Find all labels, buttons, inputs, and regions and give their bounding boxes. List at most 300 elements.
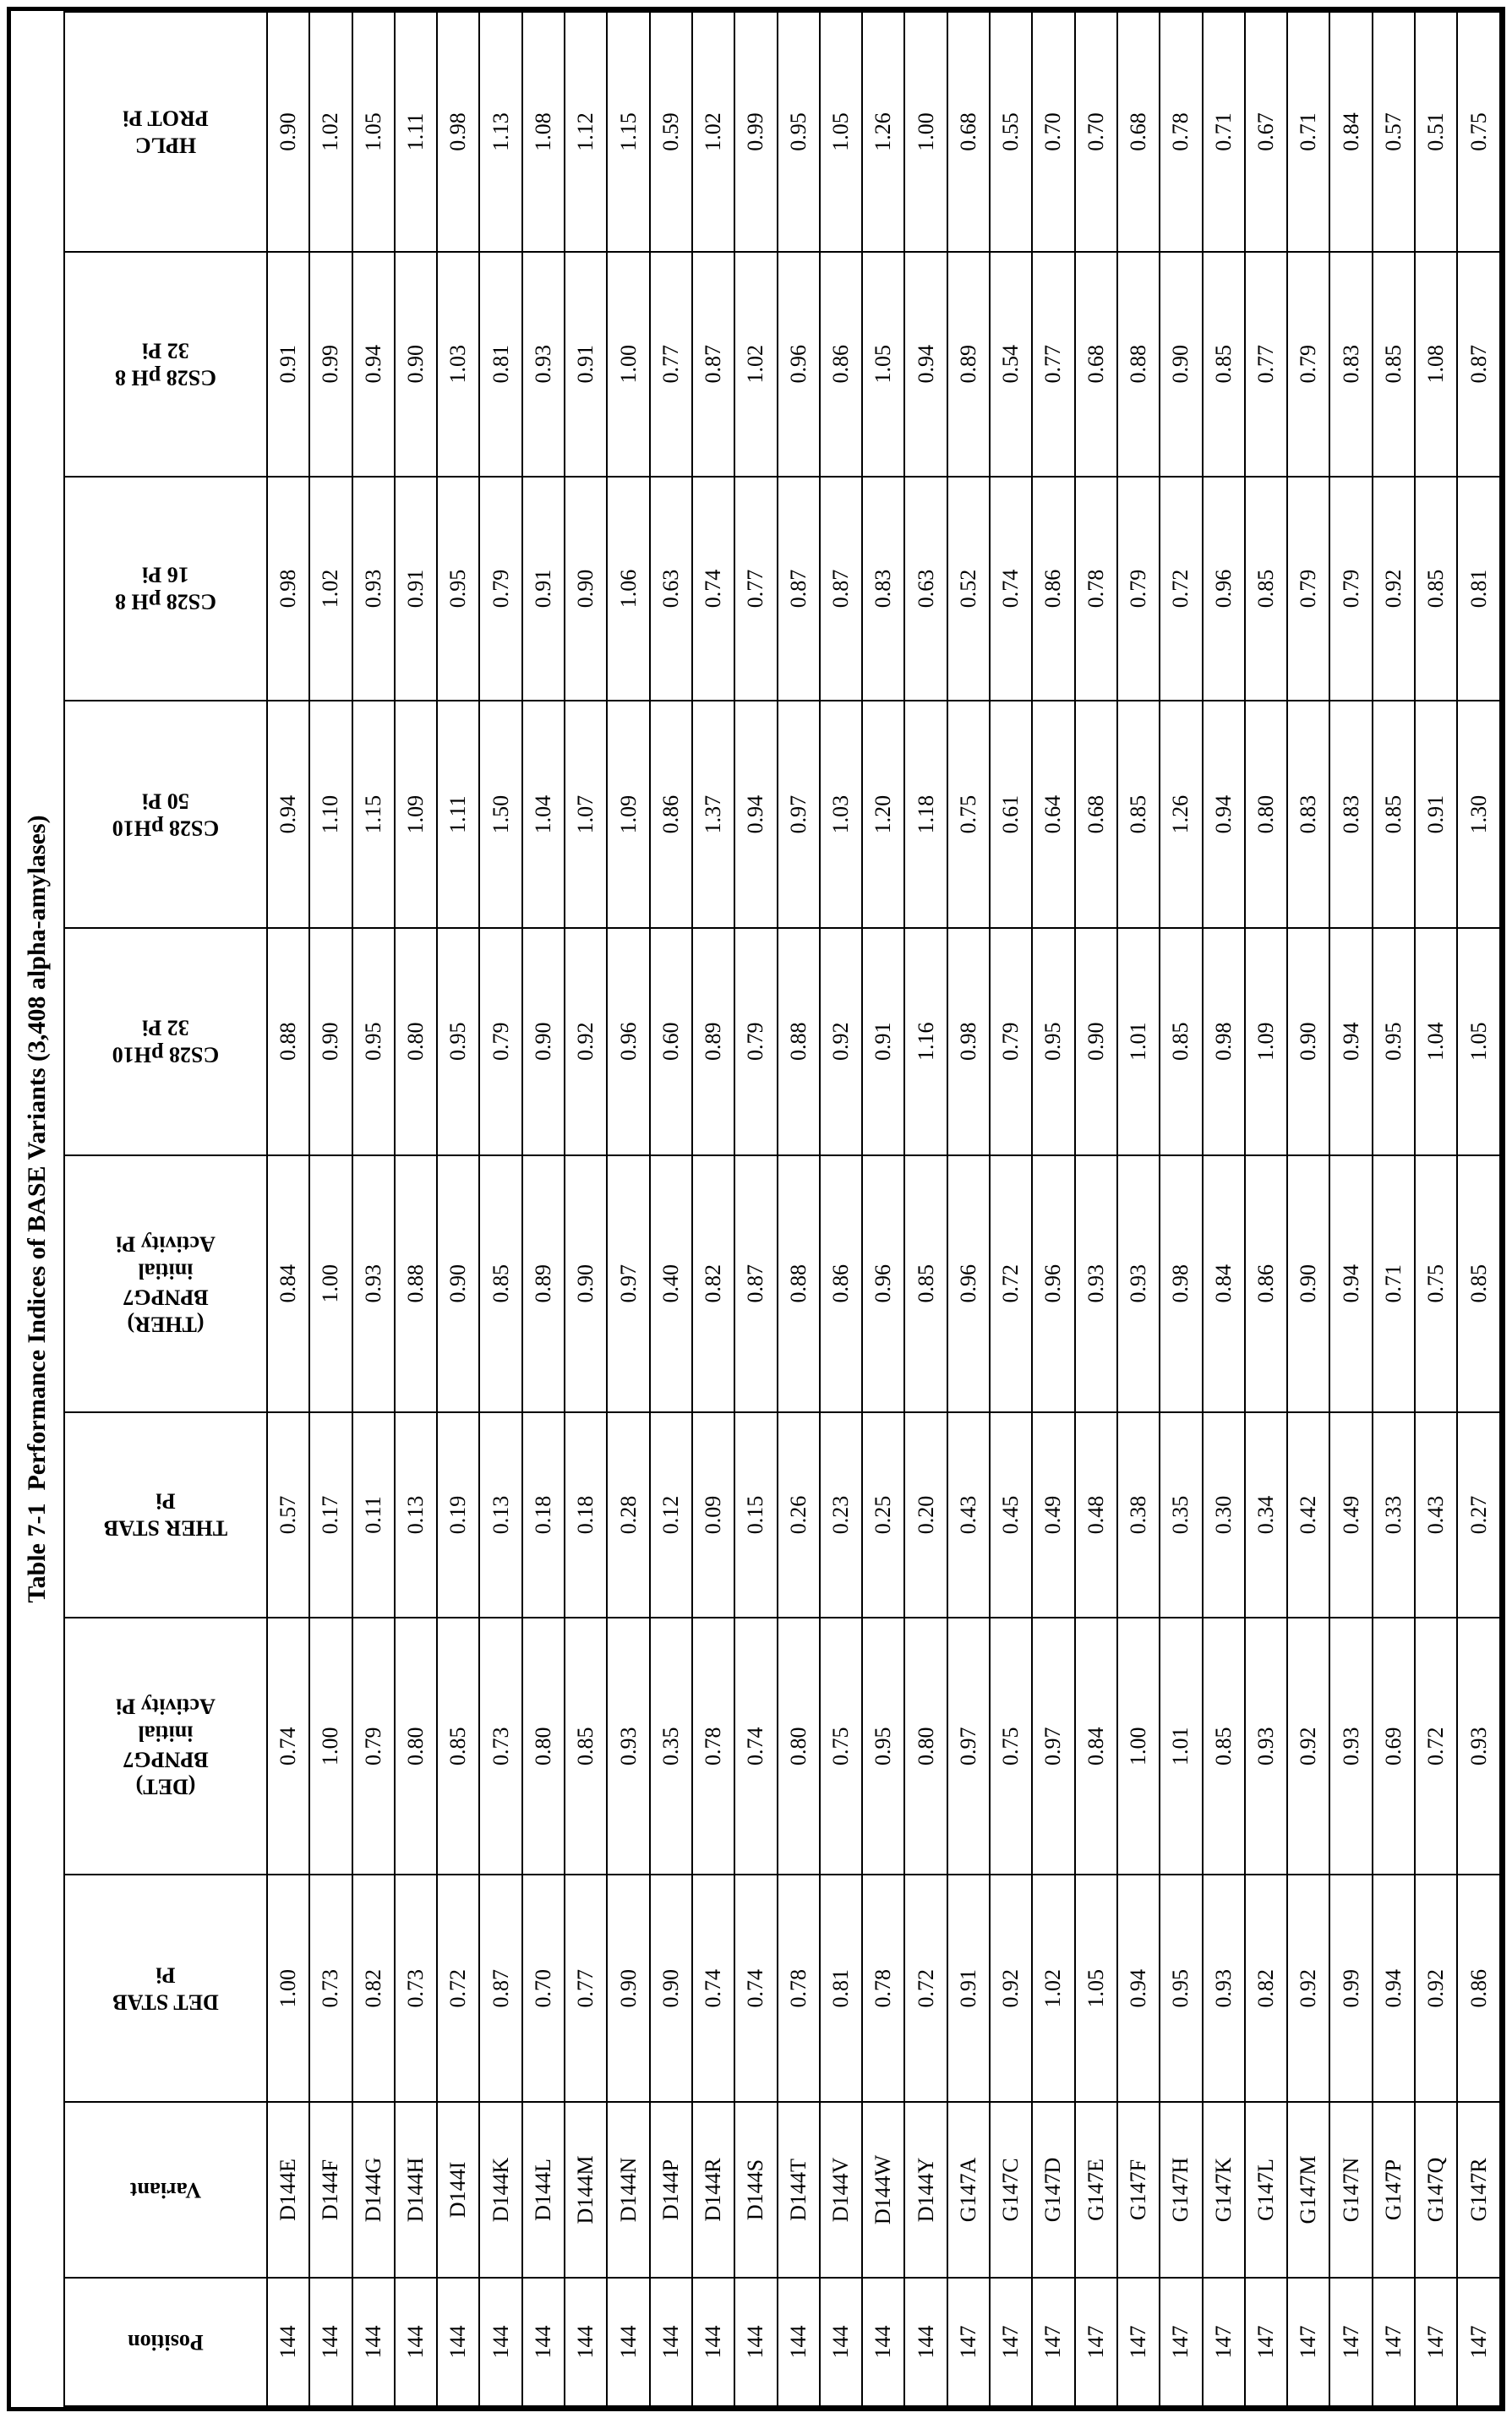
cell-hplc-prot-pi: 1.00	[904, 12, 947, 252]
cell-cs28-ph10-50-pi: 1.50	[479, 701, 521, 928]
column-header-cs28-ph10-32-pi	[64, 928, 267, 1155]
cell-det-bpnpg7-initial-activity-pi: 0.74	[267, 1618, 309, 1875]
cell-cs28-ph8-16-pi: 0.83	[862, 477, 904, 701]
cell-ther-stab-pi: 0.34	[1245, 1412, 1287, 1618]
cell-cs28-ph10-32-pi: 0.95	[1373, 928, 1415, 1155]
cell-ther-bpnpg7-initial-activity-pi: 0.90	[565, 1155, 607, 1412]
cell-cs28-ph10-32-pi: 0.98	[1203, 928, 1245, 1155]
table-frame	[7, 7, 1505, 2411]
cell-cs28-ph10-50-pi: 1.03	[820, 701, 862, 928]
cell-cs28-ph10-32-pi: 0.90	[309, 928, 352, 1155]
cell-ther-stab-pi: 0.25	[862, 1412, 904, 1618]
cell-cs28-ph10-32-pi: 0.89	[692, 928, 734, 1155]
cell-ther-stab-pi: 0.18	[565, 1412, 607, 1618]
header-line: initial	[138, 1258, 194, 1283]
table-row	[862, 12, 904, 2406]
table-row	[309, 12, 352, 2406]
cell-cs28-ph8-32-pi: 0.83	[1329, 252, 1372, 477]
cell-cs28-ph10-50-pi: 0.83	[1287, 701, 1329, 928]
cell-ther-bpnpg7-initial-activity-pi: 0.96	[947, 1155, 990, 1412]
column-header-label	[112, 1015, 219, 1068]
cell-det-stab-pi: 0.99	[1329, 1875, 1372, 2102]
cell-det-bpnpg7-initial-activity-pi: 0.92	[1287, 1618, 1329, 1875]
cell-cs28-ph8-16-pi: 0.93	[352, 477, 395, 701]
header-line: Activity Pi	[116, 1694, 216, 1719]
header-line: (THER)	[127, 1312, 205, 1337]
cell-variant: D144S	[734, 2102, 777, 2278]
cell-cs28-ph10-32-pi: 0.80	[395, 928, 437, 1155]
header-row	[64, 12, 267, 2406]
cell-ther-bpnpg7-initial-activity-pi: 0.93	[1075, 1155, 1117, 1412]
cell-position: 144	[862, 2278, 904, 2406]
cell-position: 147	[1160, 2278, 1202, 2406]
cell-cs28-ph10-32-pi: 0.60	[650, 928, 692, 1155]
cell-ther-bpnpg7-initial-activity-pi: 0.85	[1457, 1155, 1500, 1412]
cell-hplc-prot-pi: 0.90	[267, 12, 309, 252]
cell-cs28-ph10-32-pi: 0.79	[734, 928, 777, 1155]
cell-cs28-ph8-16-pi: 0.87	[820, 477, 862, 701]
cell-det-bpnpg7-initial-activity-pi: 1.00	[309, 1618, 352, 1875]
cell-cs28-ph10-32-pi: 0.88	[267, 928, 309, 1155]
cell-ther-stab-pi: 0.17	[309, 1412, 352, 1618]
cell-det-stab-pi: 0.90	[650, 1875, 692, 2102]
cell-det-bpnpg7-initial-activity-pi: 0.93	[1457, 1618, 1500, 1875]
cell-det-bpnpg7-initial-activity-pi: 0.80	[522, 1618, 565, 1875]
table-row	[1457, 12, 1500, 2406]
cell-ther-bpnpg7-initial-activity-pi: 0.98	[1160, 1155, 1202, 1412]
cell-ther-stab-pi: 0.23	[820, 1412, 862, 1618]
cell-position: 144	[820, 2278, 862, 2406]
column-header-cs28-ph8-32-pi	[64, 252, 267, 477]
cell-ther-stab-pi: 0.33	[1373, 1412, 1415, 1618]
cell-cs28-ph10-32-pi: 1.04	[1415, 928, 1457, 1155]
cell-variant: D144F	[309, 2102, 352, 2278]
cell-cs28-ph8-16-pi: 0.85	[1415, 477, 1457, 701]
cell-det-bpnpg7-initial-activity-pi: 0.35	[650, 1618, 692, 1875]
column-header-label	[123, 105, 208, 158]
cell-ther-bpnpg7-initial-activity-pi: 0.86	[1245, 1155, 1287, 1412]
column-header-label	[130, 2176, 201, 2203]
cell-variant: G147A	[947, 2102, 990, 2278]
cell-position: 147	[1203, 2278, 1245, 2406]
cell-det-bpnpg7-initial-activity-pi: 0.69	[1373, 1618, 1415, 1875]
cell-cs28-ph8-32-pi: 0.93	[522, 252, 565, 477]
cell-position: 144	[352, 2278, 395, 2406]
cell-variant: D144M	[565, 2102, 607, 2278]
header-line: 32 Pi	[142, 338, 189, 363]
header-line: PROT Pi	[123, 106, 209, 131]
cell-det-stab-pi: 0.78	[862, 1875, 904, 2102]
cell-cs28-ph8-32-pi: 1.02	[734, 252, 777, 477]
cell-det-stab-pi: 0.95	[1160, 1875, 1202, 2102]
cell-hplc-prot-pi: 1.02	[309, 12, 352, 252]
header-line: Pi	[156, 1962, 176, 1988]
cell-variant: G147R	[1457, 2102, 1500, 2278]
cell-det-stab-pi: 0.74	[692, 1875, 734, 2102]
column-header-label	[115, 562, 216, 615]
cell-variant: D144E	[267, 2102, 309, 2278]
cell-cs28-ph10-50-pi: 0.85	[1117, 701, 1160, 928]
cell-variant: G147C	[990, 2102, 1032, 2278]
cell-cs28-ph10-50-pi: 0.97	[778, 701, 820, 928]
table-body	[267, 12, 1500, 2406]
header-line: HPLC	[134, 133, 197, 158]
cell-cs28-ph8-32-pi: 1.08	[1415, 252, 1457, 477]
cell-det-stab-pi: 0.87	[479, 1875, 521, 2102]
cell-variant: D144N	[607, 2102, 649, 2278]
cell-cs28-ph8-16-pi: 1.06	[607, 477, 649, 701]
header-line: Pi	[156, 1489, 176, 1515]
cell-ther-bpnpg7-initial-activity-pi: 0.93	[352, 1155, 395, 1412]
cell-position: 147	[990, 2278, 1032, 2406]
cell-det-bpnpg7-initial-activity-pi: 1.01	[1160, 1618, 1202, 1875]
cell-ther-bpnpg7-initial-activity-pi: 0.82	[692, 1155, 734, 1412]
cell-cs28-ph8-32-pi: 0.77	[650, 252, 692, 477]
cell-det-stab-pi: 0.74	[734, 1875, 777, 2102]
cell-ther-bpnpg7-initial-activity-pi: 0.90	[437, 1155, 479, 1412]
cell-det-stab-pi: 0.92	[1287, 1875, 1329, 2102]
cell-cs28-ph10-32-pi: 0.98	[947, 928, 990, 1155]
header-line: 32 Pi	[142, 1016, 189, 1041]
cell-cs28-ph10-50-pi: 1.18	[904, 701, 947, 928]
cell-position: 147	[947, 2278, 990, 2406]
cell-det-stab-pi: 0.73	[309, 1875, 352, 2102]
cell-variant: D144I	[437, 2102, 479, 2278]
header-line: Variant	[129, 2177, 202, 2202]
cell-hplc-prot-pi: 1.13	[479, 12, 521, 252]
header-line: DET STAB	[112, 1990, 219, 2015]
cell-det-stab-pi: 1.05	[1075, 1875, 1117, 2102]
cell-ther-bpnpg7-initial-activity-pi: 0.97	[607, 1155, 649, 1412]
table-row	[479, 12, 521, 2406]
cell-cs28-ph8-16-pi: 0.91	[522, 477, 565, 701]
cell-cs28-ph8-32-pi: 0.86	[820, 252, 862, 477]
header-line: Activity Pi	[116, 1231, 216, 1257]
cell-hplc-prot-pi: 0.68	[1117, 12, 1160, 252]
cell-cs28-ph8-32-pi: 0.68	[1075, 252, 1117, 477]
cell-det-stab-pi: 0.72	[437, 1875, 479, 2102]
header-line: (DET)	[135, 1774, 196, 1799]
cell-position: 147	[1245, 2278, 1287, 2406]
table-row	[607, 12, 649, 2406]
cell-cs28-ph10-32-pi: 0.92	[820, 928, 862, 1155]
cell-det-stab-pi: 0.77	[565, 1875, 607, 2102]
cell-det-stab-pi: 0.91	[947, 1875, 990, 2102]
cell-cs28-ph8-32-pi: 0.77	[1032, 252, 1074, 477]
cell-ther-stab-pi: 0.28	[607, 1412, 649, 1618]
cell-cs28-ph8-16-pi: 0.79	[1329, 477, 1372, 701]
cell-det-stab-pi: 0.92	[990, 1875, 1032, 2102]
cell-cs28-ph8-16-pi: 0.81	[1457, 477, 1500, 701]
column-header-label	[116, 1230, 216, 1337]
column-header-cs28-ph8-16-pi	[64, 477, 267, 701]
column-header-hplc-prot-pi	[64, 12, 267, 252]
column-header-ther-bpnpg7-initial-activity-pi	[64, 1155, 267, 1412]
cell-ther-bpnpg7-initial-activity-pi: 0.86	[820, 1155, 862, 1412]
cell-cs28-ph10-32-pi: 0.96	[607, 928, 649, 1155]
cell-det-stab-pi: 0.72	[904, 1875, 947, 2102]
cell-position: 144	[522, 2278, 565, 2406]
cell-cs28-ph10-50-pi: 1.20	[862, 701, 904, 928]
cell-det-bpnpg7-initial-activity-pi: 0.80	[778, 1618, 820, 1875]
cell-cs28-ph8-16-pi: 0.98	[267, 477, 309, 701]
table-row	[947, 12, 990, 2406]
cell-det-bpnpg7-initial-activity-pi: 0.75	[990, 1618, 1032, 1875]
cell-variant: D144T	[778, 2102, 820, 2278]
cell-det-stab-pi: 0.70	[522, 1875, 565, 2102]
cell-ther-bpnpg7-initial-activity-pi: 0.84	[1203, 1155, 1245, 1412]
cell-variant: D144K	[479, 2102, 521, 2278]
cell-ther-bpnpg7-initial-activity-pi: 0.40	[650, 1155, 692, 1412]
cell-det-stab-pi: 0.92	[1415, 1875, 1457, 2102]
cell-cs28-ph8-32-pi: 0.96	[778, 252, 820, 477]
cell-ther-stab-pi: 0.13	[479, 1412, 521, 1618]
cell-position: 144	[565, 2278, 607, 2406]
cell-ther-stab-pi: 0.30	[1203, 1412, 1245, 1618]
cell-hplc-prot-pi: 1.11	[395, 12, 437, 252]
cell-ther-bpnpg7-initial-activity-pi: 0.85	[904, 1155, 947, 1412]
cell-ther-stab-pi: 0.43	[1415, 1412, 1457, 1618]
cell-ther-stab-pi: 0.19	[437, 1412, 479, 1618]
cell-det-stab-pi: 1.02	[1032, 1875, 1074, 2102]
cell-ther-stab-pi: 0.20	[904, 1412, 947, 1618]
cell-det-bpnpg7-initial-activity-pi: 0.79	[352, 1618, 395, 1875]
cell-cs28-ph10-50-pi: 1.07	[565, 701, 607, 928]
cell-det-bpnpg7-initial-activity-pi: 0.97	[1032, 1618, 1074, 1875]
header-line: THER STAB	[103, 1516, 228, 1542]
cell-cs28-ph8-16-pi: 1.02	[309, 477, 352, 701]
cell-cs28-ph8-32-pi: 0.91	[267, 252, 309, 477]
cell-cs28-ph8-32-pi: 1.00	[607, 252, 649, 477]
cell-ther-stab-pi: 0.15	[734, 1412, 777, 1618]
cell-cs28-ph10-50-pi: 1.11	[437, 701, 479, 928]
cell-ther-stab-pi: 0.26	[778, 1412, 820, 1618]
cell-det-bpnpg7-initial-activity-pi: 0.93	[607, 1618, 649, 1875]
cell-cs28-ph10-50-pi: 1.15	[352, 701, 395, 928]
cell-position: 147	[1032, 2278, 1074, 2406]
cell-cs28-ph10-50-pi: 0.83	[1329, 701, 1372, 928]
cell-cs28-ph10-50-pi: 0.94	[734, 701, 777, 928]
cell-cs28-ph8-32-pi: 0.85	[1203, 252, 1245, 477]
cell-ther-stab-pi: 0.11	[352, 1412, 395, 1618]
cell-ther-stab-pi: 0.49	[1032, 1412, 1074, 1618]
cell-det-bpnpg7-initial-activity-pi: 0.78	[692, 1618, 734, 1875]
cell-cs28-ph8-32-pi: 0.90	[395, 252, 437, 477]
cell-det-bpnpg7-initial-activity-pi: 0.74	[734, 1618, 777, 1875]
cell-det-stab-pi: 0.94	[1373, 1875, 1415, 2102]
cell-hplc-prot-pi: 0.57	[1373, 12, 1415, 252]
cell-ther-stab-pi: 0.27	[1457, 1412, 1500, 1618]
cell-det-stab-pi: 1.00	[267, 1875, 309, 2102]
cell-position: 144	[309, 2278, 352, 2406]
cell-cs28-ph10-50-pi: 0.75	[947, 701, 990, 928]
table-row	[1160, 12, 1202, 2406]
cell-cs28-ph10-50-pi: 0.94	[1203, 701, 1245, 928]
table-row	[1032, 12, 1074, 2406]
header-line: CS28 pH 8	[115, 365, 216, 390]
cell-hplc-prot-pi: 0.70	[1032, 12, 1074, 252]
cell-variant: G147E	[1075, 2102, 1117, 2278]
table-row	[352, 12, 395, 2406]
table-title: Table 7-1 Performance Indices of BASE Variants (3,408 alpha-amylases)	[23, 815, 51, 1603]
cell-cs28-ph10-50-pi: 0.85	[1373, 701, 1415, 928]
cell-cs28-ph8-16-pi: 0.72	[1160, 477, 1202, 701]
cell-cs28-ph8-16-pi: 0.91	[395, 477, 437, 701]
cell-position: 147	[1287, 2278, 1329, 2406]
cell-cs28-ph8-16-pi: 0.87	[778, 477, 820, 701]
cell-cs28-ph10-50-pi: 1.04	[522, 701, 565, 928]
cell-cs28-ph10-32-pi: 1.05	[1457, 928, 1500, 1155]
cell-cs28-ph10-50-pi: 0.86	[650, 701, 692, 928]
cell-det-stab-pi: 0.78	[778, 1875, 820, 2102]
cell-cs28-ph10-50-pi: 0.68	[1075, 701, 1117, 928]
table-row	[522, 12, 565, 2406]
cell-cs28-ph8-16-pi: 0.63	[904, 477, 947, 701]
cell-ther-bpnpg7-initial-activity-pi: 0.72	[990, 1155, 1032, 1412]
column-header-label	[104, 1488, 227, 1542]
cell-hplc-prot-pi: 1.05	[820, 12, 862, 252]
cell-cs28-ph8-32-pi: 0.99	[309, 252, 352, 477]
cell-ther-stab-pi: 0.42	[1287, 1412, 1329, 1618]
cell-cs28-ph8-32-pi: 1.03	[437, 252, 479, 477]
cell-ther-stab-pi: 0.18	[522, 1412, 565, 1618]
cell-cs28-ph10-32-pi: 0.90	[1287, 928, 1329, 1155]
cell-det-bpnpg7-initial-activity-pi: 0.80	[395, 1618, 437, 1875]
cell-ther-stab-pi: 0.45	[990, 1412, 1032, 1618]
cell-cs28-ph10-32-pi: 1.01	[1117, 928, 1160, 1155]
cell-cs28-ph10-50-pi: 0.80	[1245, 701, 1287, 928]
table-row	[565, 12, 607, 2406]
cell-position: 147	[1373, 2278, 1415, 2406]
cell-ther-stab-pi: 0.43	[947, 1412, 990, 1618]
table-row	[1287, 12, 1329, 2406]
cell-cs28-ph10-50-pi: 1.09	[395, 701, 437, 928]
cell-hplc-prot-pi: 0.71	[1287, 12, 1329, 252]
cell-ther-stab-pi: 0.38	[1117, 1412, 1160, 1618]
performance-indices-table	[63, 11, 1501, 2407]
table-row	[778, 12, 820, 2406]
cell-cs28-ph8-16-pi: 0.79	[1117, 477, 1160, 701]
cell-ther-bpnpg7-initial-activity-pi: 0.85	[479, 1155, 521, 1412]
cell-cs28-ph10-50-pi: 1.10	[309, 701, 352, 928]
cell-variant: G147Q	[1415, 2102, 1457, 2278]
cell-cs28-ph10-50-pi: 0.61	[990, 701, 1032, 928]
cell-det-stab-pi: 0.82	[1245, 1875, 1287, 2102]
table-row	[267, 12, 309, 2406]
cell-variant: G147K	[1203, 2102, 1245, 2278]
cell-cs28-ph8-16-pi: 0.95	[437, 477, 479, 701]
column-header-det-bpnpg7-initial-activity-pi	[64, 1618, 267, 1875]
cell-ther-bpnpg7-initial-activity-pi: 1.00	[309, 1155, 352, 1412]
cell-det-bpnpg7-initial-activity-pi: 0.93	[1329, 1618, 1372, 1875]
cell-cs28-ph10-32-pi: 0.95	[1032, 928, 1074, 1155]
cell-position: 144	[778, 2278, 820, 2406]
cell-cs28-ph10-50-pi: 1.37	[692, 701, 734, 928]
cell-cs28-ph10-50-pi: 1.30	[1457, 701, 1500, 928]
cell-ther-stab-pi: 0.49	[1329, 1412, 1372, 1618]
cell-position: 147	[1329, 2278, 1372, 2406]
cell-hplc-prot-pi: 0.99	[734, 12, 777, 252]
header-line: CS28 pH10	[112, 816, 220, 841]
column-header-variant	[64, 2102, 267, 2278]
cell-det-stab-pi: 0.81	[820, 1875, 862, 2102]
cell-cs28-ph10-32-pi: 0.91	[862, 928, 904, 1155]
cell-cs28-ph8-16-pi: 0.90	[565, 477, 607, 701]
cell-cs28-ph8-16-pi: 0.79	[1287, 477, 1329, 701]
cell-hplc-prot-pi: 0.70	[1075, 12, 1117, 252]
table-row	[734, 12, 777, 2406]
cell-hplc-prot-pi: 0.67	[1245, 12, 1287, 252]
cell-cs28-ph8-32-pi: 0.88	[1117, 252, 1160, 477]
cell-position: 147	[1117, 2278, 1160, 2406]
cell-det-stab-pi: 0.82	[352, 1875, 395, 2102]
cell-position: 147	[1457, 2278, 1500, 2406]
table-row	[1373, 12, 1415, 2406]
cell-det-bpnpg7-initial-activity-pi: 0.97	[947, 1618, 990, 1875]
cell-variant: G147P	[1373, 2102, 1415, 2278]
cell-cs28-ph10-32-pi: 0.92	[565, 928, 607, 1155]
column-header-label	[115, 337, 216, 390]
cell-cs28-ph8-32-pi: 0.90	[1160, 252, 1202, 477]
cell-det-bpnpg7-initial-activity-pi: 0.73	[479, 1618, 521, 1875]
table-row	[1329, 12, 1372, 2406]
cell-hplc-prot-pi: 1.12	[565, 12, 607, 252]
cell-position: 144	[267, 2278, 309, 2406]
cell-cs28-ph8-32-pi: 0.87	[692, 252, 734, 477]
cell-ther-bpnpg7-initial-activity-pi: 0.93	[1117, 1155, 1160, 1412]
cell-ther-stab-pi: 0.12	[650, 1412, 692, 1618]
cell-det-bpnpg7-initial-activity-pi: 0.84	[1075, 1618, 1117, 1875]
cell-cs28-ph8-32-pi: 0.54	[990, 252, 1032, 477]
cell-cs28-ph10-32-pi: 0.79	[479, 928, 521, 1155]
cell-det-bpnpg7-initial-activity-pi: 0.75	[820, 1618, 862, 1875]
cell-position: 144	[692, 2278, 734, 2406]
cell-cs28-ph8-16-pi: 0.74	[990, 477, 1032, 701]
cell-variant: G147H	[1160, 2102, 1202, 2278]
cell-cs28-ph8-16-pi: 0.92	[1373, 477, 1415, 701]
cell-ther-bpnpg7-initial-activity-pi: 0.90	[1287, 1155, 1329, 1412]
cell-cs28-ph8-32-pi: 0.79	[1287, 252, 1329, 477]
cell-variant: G147N	[1329, 2102, 1372, 2278]
cell-position: 144	[734, 2278, 777, 2406]
cell-variant: D144H	[395, 2102, 437, 2278]
cell-hplc-prot-pi: 0.55	[990, 12, 1032, 252]
cell-det-stab-pi: 0.93	[1203, 1875, 1245, 2102]
cell-cs28-ph10-50-pi: 1.26	[1160, 701, 1202, 928]
cell-cs28-ph10-32-pi: 1.16	[904, 928, 947, 1155]
cell-hplc-prot-pi: 1.15	[607, 12, 649, 252]
cell-cs28-ph8-32-pi: 0.77	[1245, 252, 1287, 477]
table-row	[395, 12, 437, 2406]
column-header-label	[112, 1962, 218, 2015]
cell-hplc-prot-pi: 1.02	[692, 12, 734, 252]
cell-variant: D144G	[352, 2102, 395, 2278]
cell-det-bpnpg7-initial-activity-pi: 1.00	[1117, 1618, 1160, 1875]
cell-position: 144	[437, 2278, 479, 2406]
table-row	[437, 12, 479, 2406]
cell-det-stab-pi: 0.86	[1457, 1875, 1500, 2102]
cell-variant: G147D	[1032, 2102, 1074, 2278]
cell-ther-bpnpg7-initial-activity-pi: 0.71	[1373, 1155, 1415, 1412]
cell-cs28-ph10-50-pi: 0.64	[1032, 701, 1074, 928]
cell-det-stab-pi: 0.94	[1117, 1875, 1160, 2102]
cell-cs28-ph10-32-pi: 0.95	[437, 928, 479, 1155]
cell-ther-stab-pi: 0.09	[692, 1412, 734, 1618]
cell-hplc-prot-pi: 0.84	[1329, 12, 1372, 252]
table-row	[904, 12, 947, 2406]
cell-position: 144	[904, 2278, 947, 2406]
cell-cs28-ph10-32-pi: 0.79	[990, 928, 1032, 1155]
